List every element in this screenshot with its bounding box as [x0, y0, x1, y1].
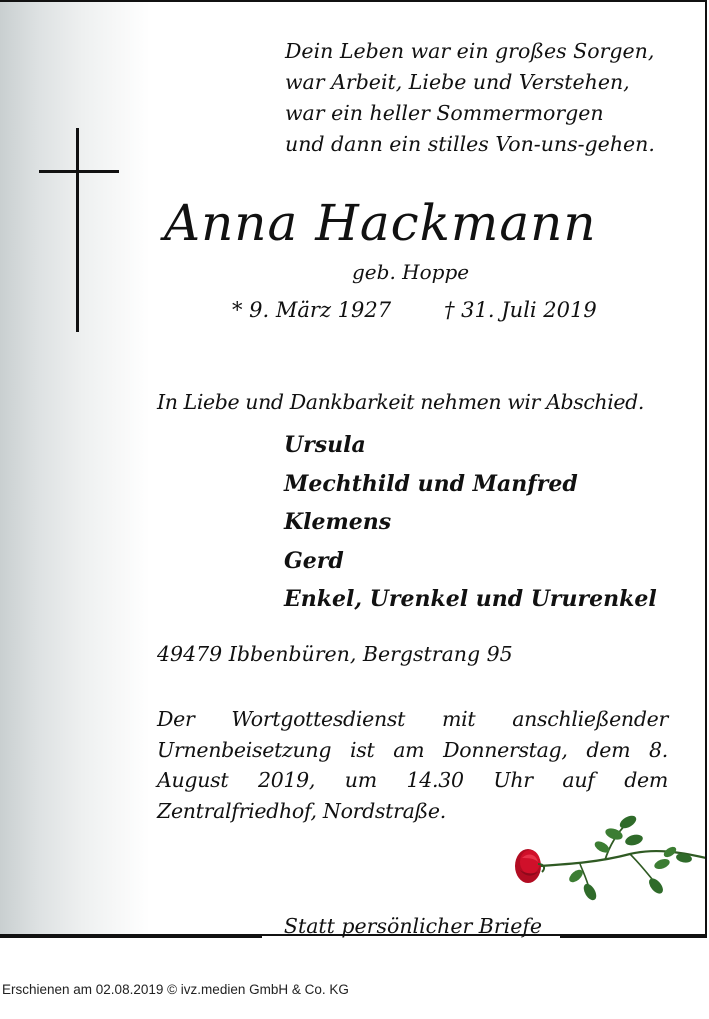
deceased-name: Anna Hackmann [164, 194, 597, 252]
family-member: Enkel, Urenkel und Ururenkel [284, 586, 657, 612]
closing-text: Statt persönlicher Briefe [283, 914, 543, 938]
family-member: Mechthild und Manfred [284, 470, 578, 497]
family-member: Gerd [284, 547, 344, 574]
birth-name: geb. Hoppe [352, 260, 470, 284]
family-list [284, 426, 657, 619]
family-member: Klemens [284, 509, 392, 535]
poem-line: und dann ein stilles Von-uns-gehen. [285, 132, 655, 156]
publication-footer: Erschienen am 02.08.2019 © ivz.medien GmbH & Co. KG [2, 982, 349, 997]
death-date: † 31. Juli 2019 [444, 298, 597, 322]
rose-icon [510, 814, 707, 904]
birth-date: * 9. März 1927 [232, 298, 392, 322]
farewell-text: In Liebe und Dankbarkeit nehmen wir Abschied. [157, 390, 644, 414]
poem [285, 36, 655, 160]
poem-line: war ein heller Sommermorgen [285, 101, 604, 125]
address: 49479 Ibbenbüren, Bergstrang 95 [157, 642, 513, 666]
poem-line: Dein Leben war ein großes Sorgen, [285, 39, 655, 63]
side-shade [0, 2, 150, 934]
service-info: Der Wortgottesdienst mit anschließender Urnenbeisetzung ist am Donnerstag, dem 8. August 2019, um 14.30 Uhr auf dem Zentralfriedhof, Nordstraße. [157, 707, 668, 823]
family-member: Ursula [284, 432, 366, 458]
poem-line: war Arbeit, Liebe und Verstehen, [285, 70, 630, 94]
